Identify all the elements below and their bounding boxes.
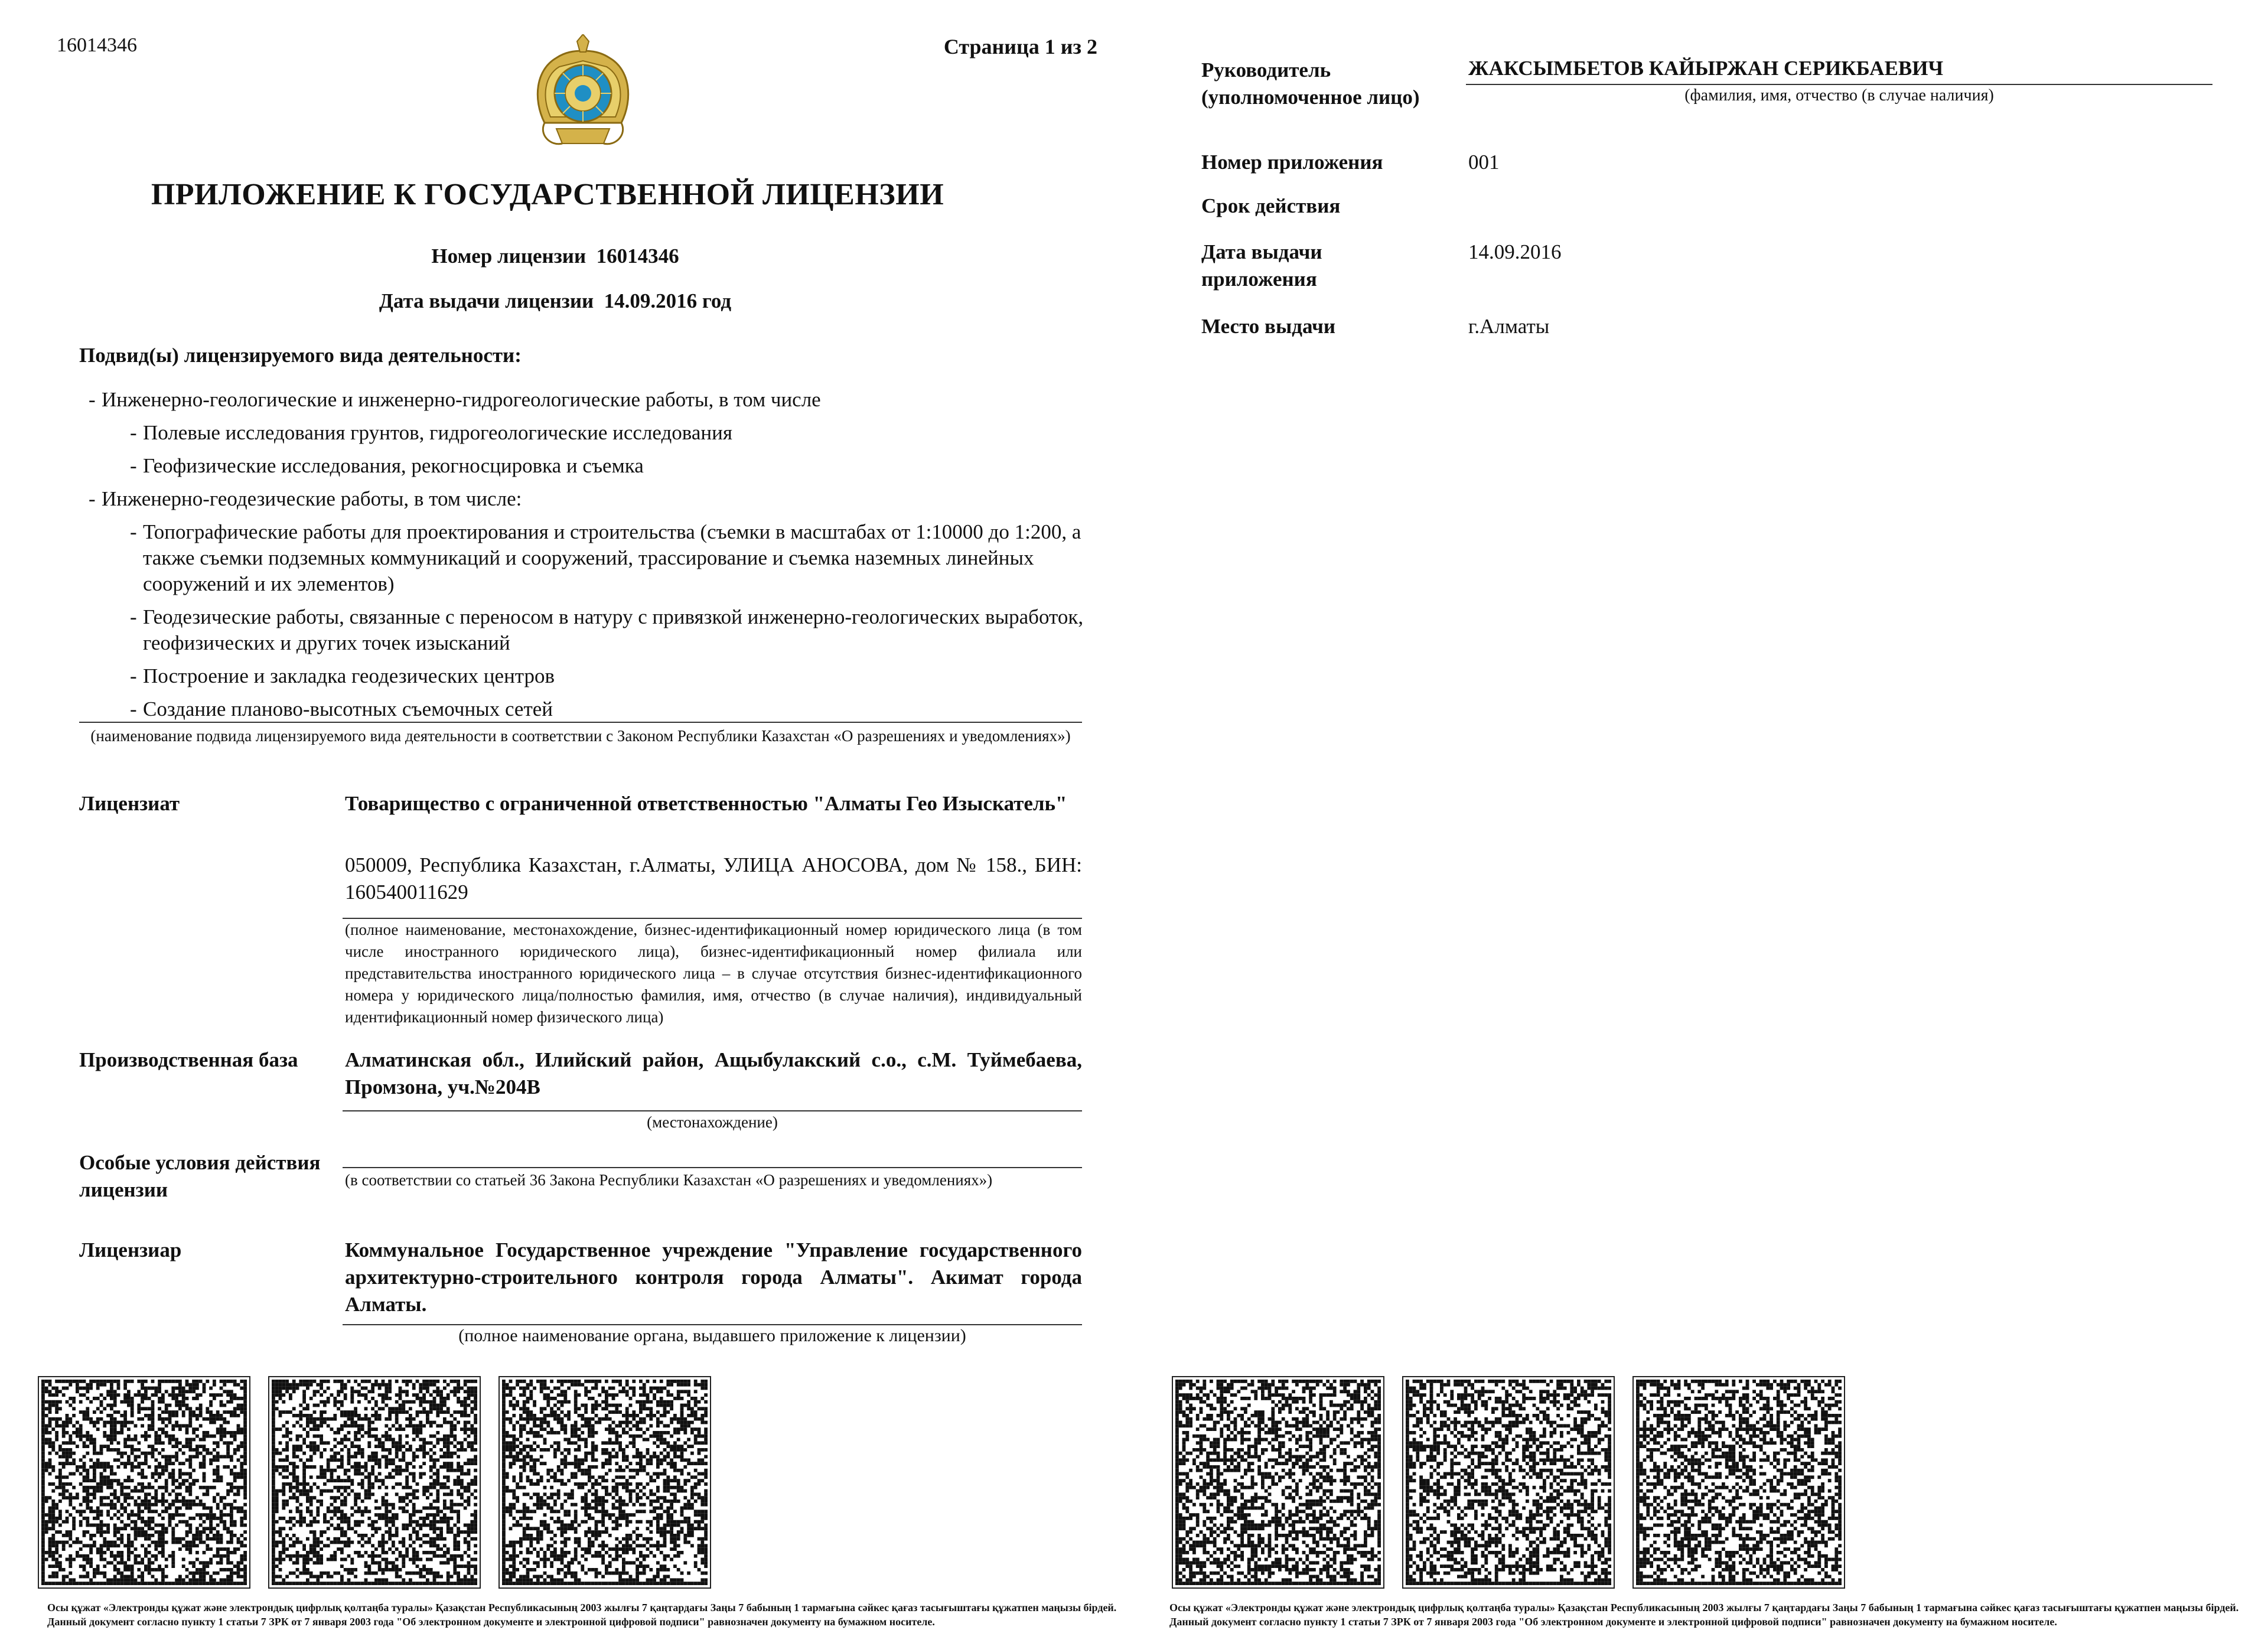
licensor-label: Лицензиар (79, 1238, 182, 1261)
license-date-label: Дата выдачи лицензии (379, 289, 594, 312)
subtype-item: - Построение и закладка геодезических центров (130, 663, 1093, 689)
subtype-item: - Геодезические работы, связанные с переносом в натуру с привязкой инженерно-геологических выработок, геофизических и других точек изысканий (130, 604, 1093, 656)
subtype-item: - Инженерно-геологические и инженерно-гидрогеологические работы, в том числе (89, 387, 1093, 413)
production-base-note: (местонахождение) (647, 1113, 778, 1131)
license-number-line (0, 244, 1110, 268)
subtype-item: - Топографические работы для проектирования и строительства (съемки в масштабах от 1:10000 до 1:200, а также съемки подземных коммуникаций и сооружений, трассирование и съемка наземных линейных сооружений и их элементов) (130, 519, 1093, 597)
subtype-item: - Инженерно-геодезические работы, в том числе: (89, 486, 1093, 512)
subtypes-divider (79, 722, 1082, 723)
state-emblem-icon (533, 34, 633, 152)
licensor-value: Коммунальное Государственное учреждение "Управление государственного архитектурно-строительного контроля города Алматы". Акимат города Алматы. (345, 1238, 1082, 1316)
license-number: 16014346 (596, 244, 679, 268)
production-base-value: Алматинская обл., Илийский район, Ащыбулакский с.о., с.М. Туймебаева, Промзона, уч.№204В (345, 1048, 1082, 1098)
barcode-icon (1402, 1376, 1615, 1589)
legal-footer: Осы құжат «Электронды құжат және электрондық цифрлық қолтаңба туралы» Қазақстан Республикасының 2003 жылғы 7 қаңтардағы Заңы 7 бабының 1 тармағына сәйкес қағаз тасығыштағы құжатпен маңызы бірдей. Данный документ согласно пункту 1 статьи 7 ЗРК от 7 января 2003 года "Об электронном документе и электронной цифровой подписи" равнозначен документу на бумажном носителе. (47, 1602, 1117, 1628)
head-divider (1466, 84, 2212, 85)
barcode-icon (498, 1376, 711, 1589)
subtype-item: - Создание планово-высотных съемочных сетей (130, 696, 1093, 722)
license-date: 14.09.2016 год (604, 289, 732, 312)
legal-footer: Осы құжат «Электронды құжат және электрондық цифрлық қолтаңба туралы» Қазақстан Республикасының 2003 жылғы 7 қаңтардағы Заңы 7 бабының 1 тармағына сәйкес қағаз тасығыштағы құжатпен маңызы бірдей. Данный документ согласно пункту 1 статьи 7 ЗРК от 7 января 2003 года "Об электронном документе и электронной цифровой подписи" равнозначен документу на бумажном носителе. (1169, 1602, 2239, 1628)
licensee-label: Лицензиат (79, 792, 180, 815)
app-number-label: Номер приложения (1201, 151, 1383, 174)
validity-label: Срок действия (1201, 194, 1341, 217)
production-base-label: Производственная база (79, 1048, 298, 1071)
subtype-item: - Полевые исследования грунтов, гидрогеологические исследования (130, 420, 1093, 446)
subtypes-heading: Подвид(ы) лицензируемого вида деятельности: (79, 344, 522, 367)
special-conditions-label: Особые условия действия лицензии (79, 1151, 321, 1201)
head-label: Руководитель (уполномоченное лицо) (1201, 58, 1420, 109)
barcode-icon (1632, 1376, 1845, 1589)
barcode-icon (268, 1376, 481, 1589)
special-conditions-note: (в соответствии со статьей 36 Закона Республики Казахстан «О разрешениях и уведомлениях») (345, 1171, 993, 1189)
issue-date-label: Дата выдачи приложения (1201, 240, 1322, 291)
license-date-line (0, 289, 1110, 313)
document-number: 16014346 (57, 34, 137, 56)
special-conditions-divider (343, 1167, 1082, 1168)
licensor-note: (полное наименование органа, выдавшего приложение к лицензии) (458, 1326, 966, 1345)
subtypes-note: (наименование подвида лицензируемого вида деятельности в соответствии с Законом Республики Казахстан «О разрешениях и уведомлениях») (90, 727, 1071, 745)
page-2 (1134, 0, 2268, 1630)
head-note: (фамилия, имя, отчество (в случае наличия) (1684, 86, 1994, 105)
barcode-icon (1172, 1376, 1384, 1589)
barcodes-group (38, 1376, 711, 1589)
license-number-label: Номер лицензии (431, 244, 586, 268)
licensee-address: 050009, Республика Казахстан, г.Алматы, УЛИЦА АНОСОВА, дом № 158., БИН: 160540011629 (345, 853, 1082, 904)
subtype-item: - Геофизические исследования, рекогносцировка и съемка (130, 453, 1093, 479)
barcode-icon (38, 1376, 250, 1589)
place-label: Место выдачи (1201, 315, 1335, 338)
licensee-note: (полное наименование, местонахождение, бизнес-идентификационный номер юридического лица (в том числе иностранного юридического лица), бизнес-идентификационный номер филиала или представительства иностранного юридического лица – в случае отсутствия бизнес-идентификационного номера у юридического лица/полностью фамилия, имя, отчество (в случае наличия), индивидуальный идентификационный номер физического лица) (345, 921, 1082, 1026)
page-counter: Страница 1 из 2 (943, 35, 1097, 58)
barcodes-group (1172, 1376, 1845, 1589)
document-title: ПРИЛОЖЕНИЕ К ГОСУДАРСТВЕННОЙ ЛИЦЕНЗИИ (151, 178, 944, 211)
licensee-name: Товарищество с ограниченной ответственностью "Алматы Гео Изыскатель" (345, 792, 1067, 815)
head-name: ЖАКСЫМБЕТОВ КАЙЫРЖАН СЕРИКБАЕВИЧ (1468, 57, 1944, 80)
app-number-value: 001 (1468, 151, 1500, 174)
subtypes-list (89, 387, 1093, 729)
issue-date-value: 14.09.2016 (1468, 240, 1562, 263)
place-value: г.Алматы (1468, 315, 1550, 338)
